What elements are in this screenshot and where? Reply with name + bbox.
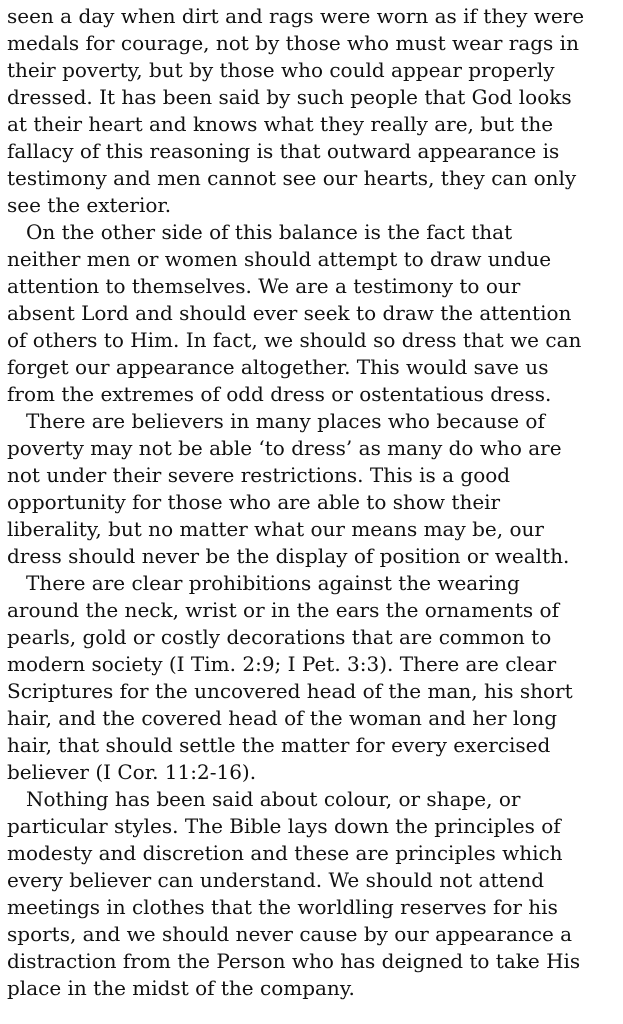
text-line: attention to themselves. We are a testimony to our: [7, 274, 521, 298]
text-line: modesty and discretion and these are principles which: [7, 841, 563, 865]
text-line: seen a day when dirt and rags were worn as if they were: [7, 4, 585, 28]
text-line: dressed. It has been said by such people that God looks: [7, 85, 572, 109]
paragraph-start: Nothing has been said about colour, or shape, or: [26, 787, 521, 811]
text-line: sports, and we should never cause by our appearance a: [7, 922, 573, 946]
text-line: liberality, but no matter what our means may be, our: [7, 517, 544, 541]
text-line: modern society (I Tim. 2:9; I Pet. 3:3). There are clear: [7, 652, 557, 676]
text-line: every believer can understand. We should not attend: [7, 868, 545, 892]
text-line: pearls, gold or costly decorations that are common to: [7, 625, 552, 649]
text-line: hair, that should settle the matter for every exercised: [7, 733, 551, 757]
text-line: Scriptures for the uncovered head of the man, his short: [7, 679, 573, 703]
paragraph-start: There are clear prohibitions against the wearing: [26, 571, 520, 595]
text-line: believer (I Cor. 11:2-16).: [7, 760, 257, 784]
text-line: meetings in clothes that the worldling reserves for his: [7, 895, 558, 919]
text-line: medals for courage, not by those who must wear rags in: [7, 31, 579, 55]
text-line: testimony and men cannot see our hearts, they can only: [7, 166, 577, 190]
text-line: forget our appearance altogether. This would save us: [7, 355, 549, 379]
text-line: particular styles. The Bible lays down the principles of: [7, 814, 561, 838]
text-line: poverty may not be able ‘to dress’ as many do who are: [7, 436, 562, 460]
text-line: fallacy of this reasoning is that outward appearance is: [7, 139, 560, 163]
text-line: absent Lord and should ever seek to draw the attention: [7, 301, 572, 325]
text-line: place in the midst of the company.: [7, 976, 355, 1000]
text-line: from the extremes of odd dress or ostentatious dress.: [7, 382, 552, 406]
text-line: hair, and the covered head of the woman and her long: [7, 706, 558, 730]
text-line: opportunity for those who are able to show their: [7, 490, 501, 514]
text-line: their poverty, but by those who could appear properly: [7, 58, 555, 82]
paragraph-start: On the other side of this balance is the fact that: [26, 220, 513, 244]
text-line: around the neck, wrist or in the ears the ornaments of: [7, 598, 559, 622]
text-line: of others to Him. In fact, we should so dress that we can: [7, 328, 582, 352]
paragraph-start: There are believers in many places who because of: [26, 409, 545, 433]
text-line: not under their severe restrictions. This is a good: [7, 463, 511, 487]
text-line: distraction from the Person who has deigned to take His: [7, 949, 581, 973]
text-line: dress should never be the display of position or wealth.: [7, 544, 570, 568]
text-line: at their heart and knows what they really are, but the: [7, 112, 554, 136]
text-line: see the exterior.: [7, 193, 172, 217]
text-line: neither men or women should attempt to draw undue: [7, 247, 552, 271]
